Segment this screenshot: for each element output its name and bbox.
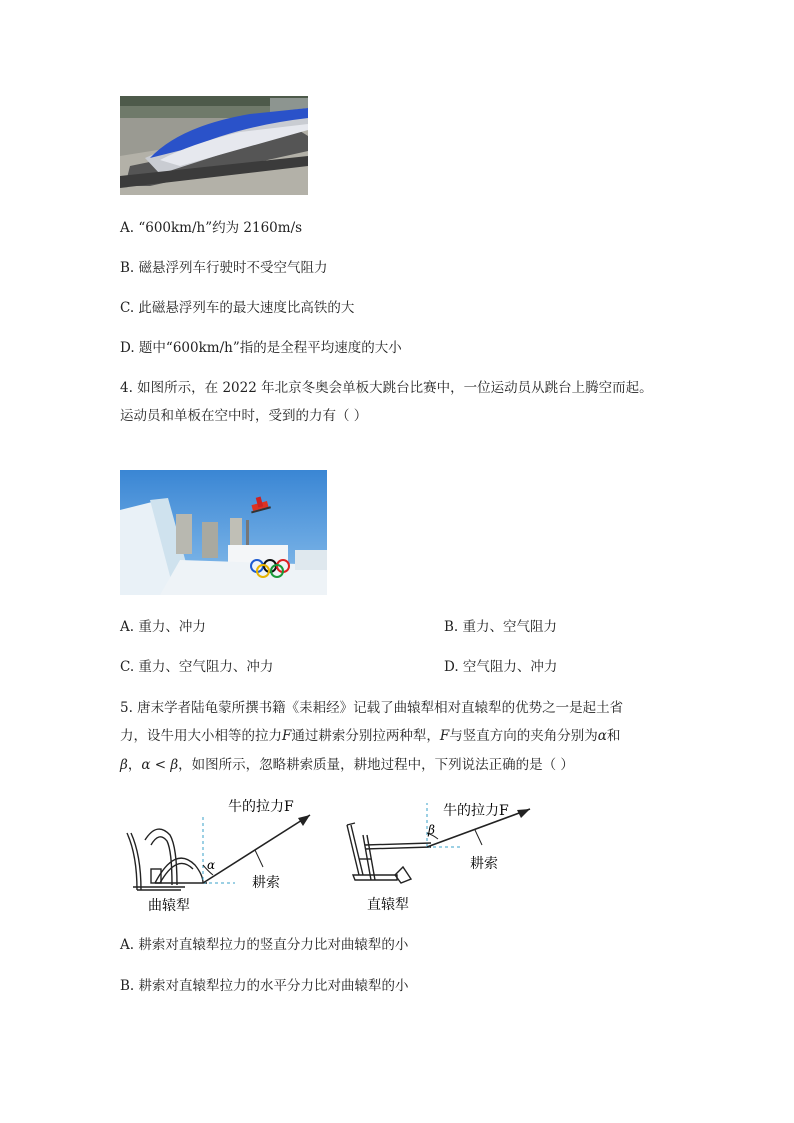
option-3b: B. 磁悬浮列车行驶时不受空气阻力 [120, 260, 328, 276]
question-5-stem-line1: 5. 唐末学者陆龟蒙所撰书籍《耒耜经》记载了曲辕犁相对直辕犁的优势之一是起土省 [120, 700, 624, 716]
question-5-stem-line2: 力，设牛用大小相等的拉力F通过耕索分别拉两种犁，F与竖直方向的夹角分别为α和 [120, 728, 621, 744]
option-4b: B. 重力、空气阻力 [444, 619, 558, 635]
var-alpha: α [597, 728, 607, 744]
option-5b: B. 耕索对直辕犁拉力的水平分力比对曲辕犁的小 [120, 978, 409, 994]
maglev-train-photo [120, 96, 308, 195]
option-3d: D. 题中“600km/h”指的是全程平均速度的大小 [120, 340, 402, 356]
option-4c: C. 重力、空气阻力、冲力 [120, 659, 274, 675]
var-f: F [282, 728, 292, 744]
option-4a: A. 重力、冲力 [120, 619, 206, 635]
question-5-stem-line3: β，α < β，如图所示，忽略耕索质量，耕地过程中，下列说法正确的是（ ） [120, 757, 574, 773]
right-rope-label: 耕索 [470, 856, 498, 872]
straight-plough-figure [347, 823, 431, 883]
right-caption: 直辕犁 [367, 897, 409, 913]
left-caption: 曲辕犁 [148, 898, 190, 914]
left-force-label: 牛的拉力F [228, 799, 294, 815]
curved-plough-figure [127, 829, 207, 890]
option-3c: C. 此磁悬浮列车的最大速度比高铁的大 [120, 300, 355, 316]
option-4d: D. 空气阻力、冲力 [444, 659, 558, 675]
left-rope-label: 耕索 [252, 875, 280, 891]
option-5a: A. 耕索对直辕犁拉力的竖直分力比对曲辕犁的小 [120, 937, 409, 953]
var-beta: β [120, 757, 128, 773]
snowboard-jump-photo [120, 470, 327, 595]
plough-diagram [115, 795, 555, 920]
question-4-stem-line2: 运动员和单板在空中时，受到的力有（ ） [120, 408, 368, 424]
question-4-stem-line1: 4. 如图所示，在 2022 年北京冬奥会单板大跳台比赛中，一位运动员从跳台上腾空而起。 [120, 380, 653, 396]
var-inequality: α < β [141, 757, 179, 773]
right-angle-label: β [428, 823, 435, 837]
right-force-label: 牛的拉力F [443, 803, 509, 819]
left-angle-label: α [207, 858, 216, 872]
option-3a: A. “600km/h”约为 2160m/s [120, 220, 303, 236]
